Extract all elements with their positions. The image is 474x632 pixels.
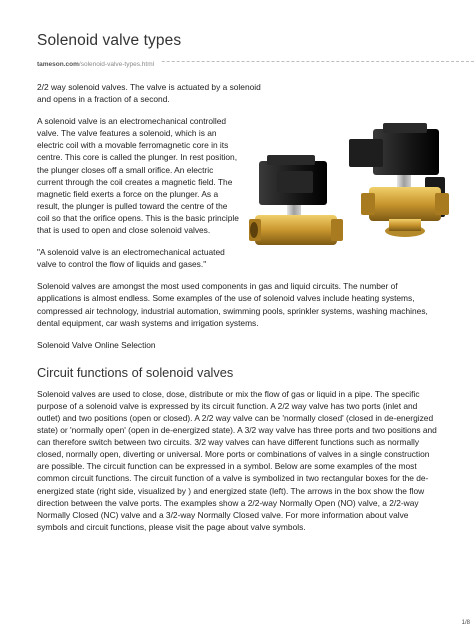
source-domain: tameson.com bbox=[37, 61, 79, 68]
source-row bbox=[37, 53, 437, 67]
source-path: /solenoid-valve-types.html bbox=[78, 61, 155, 68]
circuit-functions-paragraph: Solenoid valves are used to close, dose, distribute or mix the flow of gas or liquid in a pipe. The specific purpose of a solenoid valve is expressed by its circuit function. A 2/2 way valve has two ports (inlet and outlet) and two positions (open or closed). A 2/2 way valve can be 'normally closed' (closed in de-energized state) or 'normally open' (open in de-energized state). A 3/2 way valve has three ports and two positions and can therefore switch between two circuits. 3/2 way valves can have different functions such as normally closed, normally open, diverting or universal. More ports or combinations of valves in a single construction are possible. The circuit function can be expressed in a symbol. Below are some examples of the most common circuit functions. The circuit function of a valve is symbolized in two rectangular boxes for the de-energized state (right side, visualized by ) and energized state (left). The arrows in the box show the flow direction between the valve ports. The examples show a 2/2-way Normally Open (NO) valve, a 2/2-way Normally Closed (NC) valve and a 3/2-way Normally Closed valve. For more information about valve symbols and circuit functions, please visit the page about valve symbols. bbox=[37, 388, 437, 532]
solenoid-valves-image bbox=[249, 119, 451, 251]
left-valve bbox=[249, 155, 343, 245]
intro-paragraph: 2/2 way solenoid valves. The valve is actuated by a solenoid and opens in a fraction of a second. bbox=[37, 82, 261, 105]
right-valve bbox=[349, 123, 449, 237]
document-page bbox=[37, 32, 437, 543]
page-number: 1/8 bbox=[461, 620, 470, 626]
quote-paragraph: "A solenoid valve is an electromechanical actuated valve to control the flow of liquids and gases." bbox=[37, 247, 225, 270]
page-title: Solenoid valve types bbox=[37, 32, 182, 49]
applications-paragraph: Solenoid valves are amongst the most used components in gas and liquid circuits. The number of applications is almost endless. Some examples of the use of solenoid valves include heating systems, compressed air technology, industrial automation, swimming pools, sprinkler systems, washing machines, dental equipment, car wash systems and irrigation systems. bbox=[37, 281, 428, 328]
selection-link[interactable]: Solenoid Valve Online Selection bbox=[37, 339, 156, 350]
source-url[interactable] bbox=[37, 61, 160, 68]
section-heading: Circuit functions of solenoid valves bbox=[37, 364, 234, 380]
description-paragraph: A solenoid valve is an electromechanical controlled valve. The valve features a solenoid, which is an electric coil with a movable ferromagnetic core in its centre. This core is called the plunger. In rest position, the plunger closes off a small orifice. An electric current through the coil creates a magnetic field. The magnetic field exerts a force on the plunger. As a result, the plunger is pulled toward the centre of the coil so that the orifice opens. This is the basic principle that is used to open and close solenoid valves. bbox=[37, 116, 239, 236]
